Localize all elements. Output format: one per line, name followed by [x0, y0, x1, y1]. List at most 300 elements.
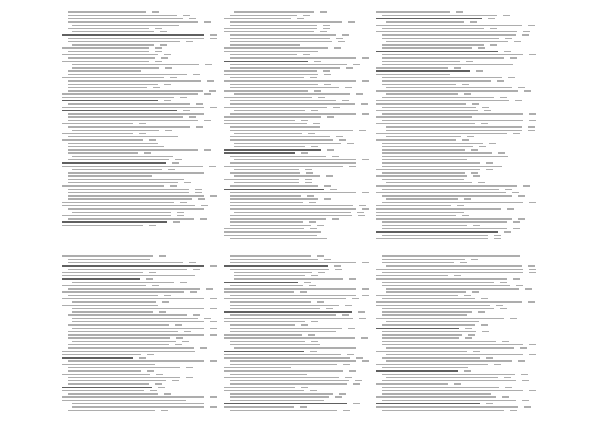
- index-entry: [376, 41, 536, 43]
- index-entry-text: [62, 364, 155, 365]
- index-entry-page: [494, 238, 501, 239]
- index-entry: [224, 34, 369, 36]
- index-entry: [224, 195, 369, 197]
- index-entry: [224, 126, 369, 128]
- index-column-top-right: [376, 11, 536, 241]
- index-entry: [62, 406, 217, 408]
- index-entry-text: [224, 74, 318, 75]
- index-entry: [376, 314, 536, 316]
- index-column-bottom-middle: [224, 255, 369, 413]
- index-entry-page: [162, 301, 169, 302]
- index-entry: [224, 152, 369, 154]
- index-entry-text: [224, 311, 352, 312]
- index-entry: [62, 376, 217, 378]
- index-column-top-middle: [224, 11, 369, 241]
- index-entry: [224, 60, 369, 62]
- index-entry: [224, 221, 369, 223]
- index-entry-page: [486, 169, 493, 170]
- index-entry: [224, 31, 369, 33]
- index-entry: [376, 406, 536, 408]
- index-entry-text: [382, 393, 491, 394]
- index-entry: [62, 211, 217, 213]
- index-entry: [224, 258, 369, 260]
- index-entry-text: [224, 51, 318, 52]
- index-entry: [224, 308, 369, 310]
- index-entry-text: [224, 116, 321, 117]
- index-entry: [376, 109, 536, 111]
- index-entry-page: [335, 269, 342, 270]
- index-entry: [376, 311, 536, 313]
- index-entry-page: [161, 57, 168, 58]
- index-entry-text: [382, 314, 467, 315]
- index-entry-text: [382, 225, 467, 226]
- index-entry: [376, 136, 536, 138]
- index-entry-page: [175, 344, 182, 345]
- index-entry-page: [454, 67, 461, 68]
- index-entry-text: [62, 107, 204, 108]
- index-entry-page: [476, 70, 483, 71]
- index-entry: [62, 314, 217, 316]
- index-entry-text: [62, 272, 143, 273]
- index-entry: [224, 136, 369, 138]
- index-entry-text: [382, 57, 504, 58]
- index-entry-text: [376, 212, 464, 213]
- index-entry: [224, 383, 369, 385]
- index-entry-text: [230, 305, 339, 306]
- index-entry: [376, 360, 536, 362]
- index-entry: [376, 169, 536, 171]
- index-entry-text: [230, 269, 329, 270]
- index-entry-page: [481, 123, 488, 124]
- index-entry: [62, 41, 217, 43]
- index-entry-page: [454, 275, 461, 276]
- index-entry-text: [382, 390, 523, 391]
- index-entry: [224, 208, 369, 210]
- index-entry-page: [300, 291, 307, 292]
- index-entry-text: [68, 38, 204, 39]
- index-entry-text: [376, 31, 517, 32]
- index-entry-text: [224, 61, 308, 62]
- index-entry-text: [382, 44, 484, 45]
- index-entry-text: [62, 185, 164, 186]
- index-entry-text: [72, 169, 162, 170]
- index-entry-text: [382, 400, 516, 401]
- index-entry-page: [356, 357, 363, 358]
- index-entry-text: [68, 377, 180, 378]
- index-entry: [224, 327, 369, 329]
- index-entry: [62, 205, 217, 207]
- index-entry-page: [189, 18, 196, 19]
- index-entry-page: [165, 67, 172, 68]
- index-entry: [376, 390, 536, 392]
- index-entry-page: [198, 198, 205, 199]
- index-entry: [376, 357, 536, 359]
- index-entry: [62, 132, 217, 134]
- index-entry-text: [68, 103, 190, 104]
- index-entry-text: [382, 143, 483, 144]
- index-entry: [224, 201, 369, 203]
- index-entry: [62, 201, 217, 203]
- index-entry-page: [359, 318, 366, 319]
- index-entry-text: [376, 318, 504, 319]
- index-entry-text: [230, 136, 330, 137]
- index-entry-page: [518, 87, 525, 88]
- index-entry: [224, 317, 369, 319]
- index-entry: [376, 205, 536, 207]
- index-entry-page: [306, 172, 313, 173]
- index-entry: [224, 77, 369, 79]
- index-entry-page: [518, 360, 525, 361]
- index-entry-page: [210, 328, 217, 329]
- index-entry: [62, 175, 217, 177]
- index-entry: [62, 380, 217, 382]
- index-entry-page: [303, 15, 310, 16]
- index-entry-page: [462, 139, 469, 140]
- index-entry-text: [230, 139, 333, 140]
- index-entry-text: [68, 195, 204, 196]
- index-entry: [62, 136, 217, 138]
- index-entry-page: [310, 351, 317, 352]
- index-entry-text: [382, 202, 523, 203]
- index-entry-page: [304, 282, 311, 283]
- index-entry-page: [195, 189, 202, 190]
- index-entry-text: [224, 152, 295, 153]
- index-entry: [62, 367, 217, 369]
- index-entry: [376, 113, 536, 115]
- index-entry-page: [301, 324, 308, 325]
- index-entry-text: [386, 126, 522, 127]
- index-entry-text: [68, 324, 169, 325]
- index-entry-page: [523, 185, 530, 186]
- index-entry: [224, 155, 369, 157]
- index-entry: [224, 67, 369, 69]
- index-entry-text: [382, 285, 510, 286]
- index-entry-page: [353, 64, 360, 65]
- index-entry-text: [230, 21, 342, 22]
- index-entry-page: [500, 97, 507, 98]
- index-entry-page: [210, 308, 217, 309]
- index-entry-text: [224, 387, 295, 388]
- index-entry-page: [210, 195, 217, 196]
- index-entry-page: [297, 18, 304, 19]
- index-entry: [376, 195, 536, 197]
- index-entry-text: [224, 189, 324, 190]
- index-entry-page: [182, 341, 189, 342]
- index-entry-text: [224, 235, 317, 236]
- index-entry-page: [529, 344, 536, 345]
- index-entry-page: [482, 107, 489, 108]
- index-entry: [376, 281, 536, 283]
- index-entry-page: [168, 169, 175, 170]
- index-entry: [224, 224, 369, 226]
- index-entry-page: [193, 314, 200, 315]
- index-entry: [376, 344, 536, 346]
- index-entry: [224, 27, 369, 29]
- index-entry: [376, 340, 536, 342]
- index-entry-text: [386, 136, 461, 137]
- index-entry: [376, 228, 536, 230]
- index-entry: [62, 116, 217, 118]
- index-entry-page: [348, 21, 355, 22]
- index-entry-page: [348, 328, 355, 329]
- index-entry-text: [230, 100, 336, 101]
- index-entry-text: [382, 107, 476, 108]
- index-entry: [224, 182, 369, 184]
- index-entry-page: [342, 100, 349, 101]
- index-entry-text: [230, 57, 356, 58]
- index-entry-text: [230, 341, 305, 342]
- index-entry-text: [68, 334, 204, 335]
- index-entry: [376, 271, 536, 273]
- index-entry: [62, 93, 217, 95]
- index-entry-page: [175, 324, 182, 325]
- index-entry: [376, 18, 536, 20]
- index-entry: [376, 327, 536, 329]
- index-entry: [224, 139, 369, 141]
- index-entry: [62, 60, 217, 62]
- index-entry-page: [305, 179, 312, 180]
- index-entry: [224, 340, 369, 342]
- index-entry: [376, 386, 536, 388]
- index-entry-page: [160, 31, 167, 32]
- index-entry-page: [489, 143, 496, 144]
- index-entry: [62, 185, 217, 187]
- index-entry: [376, 268, 536, 270]
- index-entry-page: [523, 31, 530, 32]
- index-entry-text: [72, 67, 159, 68]
- index-entry-page: [301, 387, 308, 388]
- index-entry-page: [309, 285, 316, 286]
- index-entry: [62, 221, 217, 223]
- index-entry: [62, 334, 217, 336]
- index-entry-page: [155, 51, 162, 52]
- index-entry-page: [324, 198, 331, 199]
- index-entry-text: [224, 47, 328, 48]
- index-entry-text: [62, 298, 204, 299]
- index-entry-text: [386, 87, 512, 88]
- index-entry-text: [376, 269, 523, 270]
- index-entry: [62, 126, 217, 128]
- index-entry-page: [186, 41, 193, 42]
- index-entry: [224, 198, 369, 200]
- index-entry: [62, 347, 217, 349]
- index-entry-page: [512, 192, 519, 193]
- index-entry-text: [62, 77, 164, 78]
- index-entry-text: [376, 215, 456, 216]
- index-entry: [62, 83, 217, 85]
- index-entry-text: [382, 255, 520, 256]
- index-entry-page: [510, 318, 517, 319]
- index-entry-text: [68, 41, 180, 42]
- index-column-bottom-right: [376, 255, 536, 413]
- index-entry-page: [164, 393, 171, 394]
- index-entry-page: [156, 374, 163, 375]
- index-entry-page: [210, 38, 217, 39]
- index-entry: [376, 353, 536, 355]
- index-entry-page: [310, 77, 317, 78]
- index-entry-text: [62, 123, 133, 124]
- index-entry: [376, 224, 536, 226]
- index-entry-text: [230, 192, 356, 193]
- index-entry-page: [472, 103, 479, 104]
- index-entry: [224, 285, 369, 287]
- index-entry-text: [62, 278, 140, 279]
- index-entry-text: [68, 314, 187, 315]
- index-entry-page: [497, 80, 504, 81]
- index-entry-text: [382, 259, 465, 260]
- index-entry-text: [376, 275, 448, 276]
- index-entry: [224, 47, 369, 49]
- index-entry-page: [522, 34, 529, 35]
- index-entry: [376, 234, 536, 236]
- index-entry: [224, 109, 369, 111]
- index-entry: [62, 390, 217, 392]
- index-entry-page: [150, 390, 157, 391]
- index-entry-text: [224, 318, 353, 319]
- index-entry-page: [305, 182, 312, 183]
- index-entry-text: [382, 387, 499, 388]
- index-entry-text: [376, 169, 480, 170]
- index-entry-page: [339, 393, 346, 394]
- index-entry-page: [159, 255, 166, 256]
- index-entry: [224, 367, 369, 369]
- index-entry-text: [230, 380, 349, 381]
- index-entry-page: [149, 139, 156, 140]
- index-entry: [376, 165, 536, 167]
- index-entry: [376, 376, 536, 378]
- index-entry-page: [139, 123, 146, 124]
- index-entry-text: [62, 390, 144, 391]
- index-entry-text: [230, 328, 342, 329]
- index-entry-text: [230, 103, 355, 104]
- index-entry-text: [224, 377, 339, 378]
- index-entry-page: [471, 259, 478, 260]
- index-entry-page: [170, 185, 177, 186]
- index-entry: [224, 262, 369, 264]
- index-entry-page: [514, 41, 521, 42]
- index-entry: [376, 146, 536, 148]
- index-entry-text: [376, 123, 475, 124]
- index-entry: [62, 178, 217, 180]
- index-entry: [62, 208, 217, 210]
- index-entry-text: [230, 64, 347, 65]
- index-entry: [62, 70, 217, 72]
- index-entry: [224, 119, 369, 121]
- index-entry-text: [72, 318, 198, 319]
- index-entry-text: [72, 44, 154, 45]
- index-entry: [376, 317, 536, 319]
- index-entry-page: [324, 259, 331, 260]
- index-entry-page: [186, 367, 193, 368]
- index-entry-text: [382, 341, 496, 342]
- index-entry-text: [72, 311, 153, 312]
- index-entry-text: [224, 31, 314, 32]
- index-entry-page: [361, 337, 368, 338]
- index-entry-text: [382, 84, 456, 85]
- index-entry-text: [382, 34, 516, 35]
- index-entry-page: [528, 126, 535, 127]
- index-entry-text: [382, 298, 475, 299]
- index-entry-text: [234, 347, 356, 348]
- index-entry-text: [230, 364, 337, 365]
- index-entry-text: [230, 400, 324, 401]
- index-entry: [62, 149, 217, 151]
- index-entry-text: [224, 370, 343, 371]
- index-entry-text: [68, 262, 183, 263]
- index-entry: [62, 403, 217, 405]
- index-entry-text: [68, 331, 178, 332]
- index-entry: [224, 357, 369, 359]
- index-entry: [224, 386, 369, 388]
- index-entry-text: [62, 374, 150, 375]
- index-entry: [224, 165, 369, 167]
- index-entry: [376, 44, 536, 46]
- index-entry: [224, 57, 369, 59]
- index-entry-page: [470, 21, 477, 22]
- index-entry-text: [62, 202, 174, 203]
- index-entry-page: [471, 172, 478, 173]
- index-entry: [376, 330, 536, 332]
- index-entry-page: [498, 152, 505, 153]
- index-entry-page: [468, 334, 475, 335]
- index-entry-page: [520, 347, 527, 348]
- index-entry-text: [62, 305, 158, 306]
- index-entry: [62, 298, 217, 300]
- index-entry-page: [504, 51, 511, 52]
- index-entry: [224, 86, 369, 88]
- index-entry: [62, 373, 217, 375]
- index-entry: [62, 24, 217, 26]
- index-entry-text: [386, 347, 514, 348]
- index-entry-text: [224, 367, 291, 368]
- index-entry-text: [224, 334, 302, 335]
- index-entry-text: [224, 80, 356, 81]
- index-entry: [224, 304, 369, 306]
- index-entry-page: [356, 93, 363, 94]
- index-entry-page: [355, 380, 362, 381]
- index-entry-text: [376, 406, 518, 407]
- index-entry-text: [386, 182, 472, 183]
- index-entry: [376, 363, 536, 365]
- index-entry: [62, 350, 217, 352]
- index-entry-text: [382, 146, 473, 147]
- index-entry: [376, 172, 536, 174]
- index-entry: [376, 123, 536, 125]
- index-entry-page: [334, 265, 341, 266]
- index-entry-text: [382, 324, 475, 325]
- index-entry: [62, 255, 217, 257]
- index-entry: [376, 191, 536, 193]
- index-entry-page: [177, 215, 184, 216]
- index-entry-text: [62, 215, 171, 216]
- index-entry: [224, 169, 369, 171]
- index-entry-page: [462, 84, 469, 85]
- index-entry-text: [68, 380, 166, 381]
- index-entry-page: [186, 377, 193, 378]
- index-entry: [62, 370, 217, 372]
- index-entry-page: [307, 195, 314, 196]
- index-entry-page: [464, 295, 471, 296]
- index-entry: [62, 27, 217, 29]
- index-entry: [224, 83, 369, 85]
- index-entry: [62, 103, 217, 105]
- index-entry: [224, 311, 369, 313]
- index-entry-text: [230, 255, 311, 256]
- index-entry: [224, 80, 369, 82]
- index-entry-page: [159, 311, 166, 312]
- index-entry-page: [147, 354, 154, 355]
- index-entry: [62, 304, 217, 306]
